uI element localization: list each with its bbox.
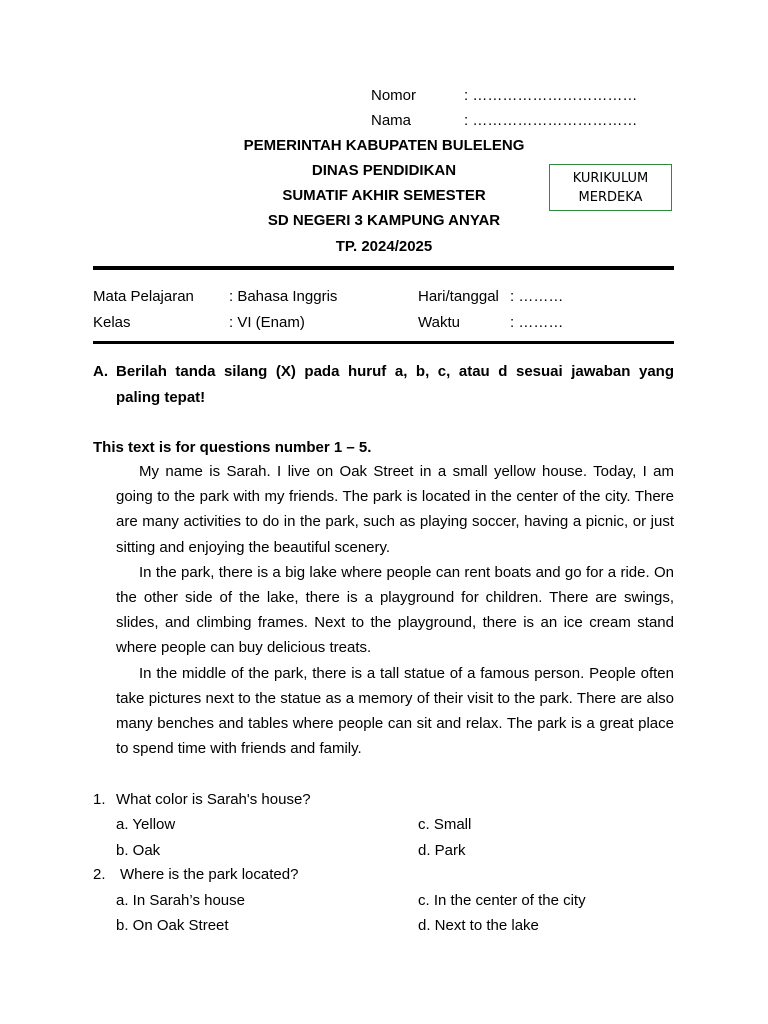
- reading-heading: This text is for questions number 1 – 5.: [93, 439, 372, 456]
- nomor-value: : ……………………………: [464, 87, 638, 104]
- option-b[interactable]: b. Oak: [116, 842, 161, 859]
- question-number: 2.: [93, 866, 106, 883]
- header-school-year: TP. 2024/2025: [335, 238, 433, 255]
- time-value: : ………: [510, 314, 564, 331]
- subject-value: : Bahasa Inggris: [229, 288, 338, 305]
- question-text: What color is Sarah's house?: [116, 791, 311, 808]
- passage-paragraph: In the middle of the park, there is a tall statue of a famous person. People often take pictures next to the statue as a memory of their visit to the park. There are also many benches and tables where people can sit and relax. The park is a great place to spend time with friends and family.: [116, 664, 674, 758]
- subject-label: Mata Pelajaran: [93, 288, 194, 305]
- option-b[interactable]: b. On Oak Street: [116, 917, 229, 934]
- option-d[interactable]: d. Next to the lake: [418, 917, 539, 934]
- header-department: DINAS PENDIDIKAN: [311, 162, 457, 179]
- time-label: Waktu: [418, 314, 460, 331]
- option-d[interactable]: d. Park: [418, 842, 466, 859]
- day-label: Hari/tanggal: [418, 288, 499, 305]
- nama-label: Nama: [371, 112, 412, 129]
- class-label: Kelas: [93, 314, 131, 331]
- option-c[interactable]: c. Small: [418, 816, 472, 833]
- question-number: 1.: [93, 791, 106, 808]
- header-government: PEMERINTAH KABUPATEN BULELENG: [243, 137, 525, 154]
- curriculum-badge: [549, 164, 672, 211]
- passage-paragraph: My name is Sarah. I live on Oak Street in a small yellow house. Today, I am going to the park with my friends. The park is located in the center of the city. There are many activities to do in the park, such as playing soccer, having a picnic, or just sitting and enjoying the beautiful scenery.: [116, 463, 674, 556]
- badge-line-1: KURIKULUM: [572, 170, 649, 186]
- header-school: SD NEGERI 3 KAMPUNG ANYAR: [267, 212, 501, 229]
- section-letter: A.: [93, 363, 108, 380]
- info-divider: [93, 341, 674, 344]
- section-instruction-line-1: Berilah tanda silang (X) pada huruf a, b, c, atau d sesuai jawaban yang: [116, 363, 674, 380]
- badge-line-2: MERDEKA: [578, 189, 643, 205]
- nomor-label: Nomor: [371, 87, 417, 104]
- day-value: : ………: [510, 288, 564, 305]
- option-a[interactable]: a. Yellow: [116, 816, 176, 833]
- option-c[interactable]: c. In the center of the city: [418, 892, 586, 909]
- passage-paragraph: In the park, there is a big lake where people can rent boats and go for a ride. On the other side of the lake, there is a playground for children. There are swings, slides, and climbing frames. Next to the playground, there is an ice cream stand where people can buy delicious treats.: [116, 563, 674, 657]
- header-divider: [93, 266, 674, 270]
- reading-passage: [116, 459, 674, 761]
- nama-value: : ……………………………: [464, 112, 638, 129]
- section-instruction-line-2: paling tepat!: [116, 389, 206, 406]
- question-text: Where is the park located?: [120, 866, 299, 883]
- option-a[interactable]: a. In Sarah’s house: [116, 892, 245, 909]
- class-value: : VI (Enam): [229, 314, 305, 331]
- header-exam-title: SUMATIF AKHIR SEMESTER: [282, 187, 486, 204]
